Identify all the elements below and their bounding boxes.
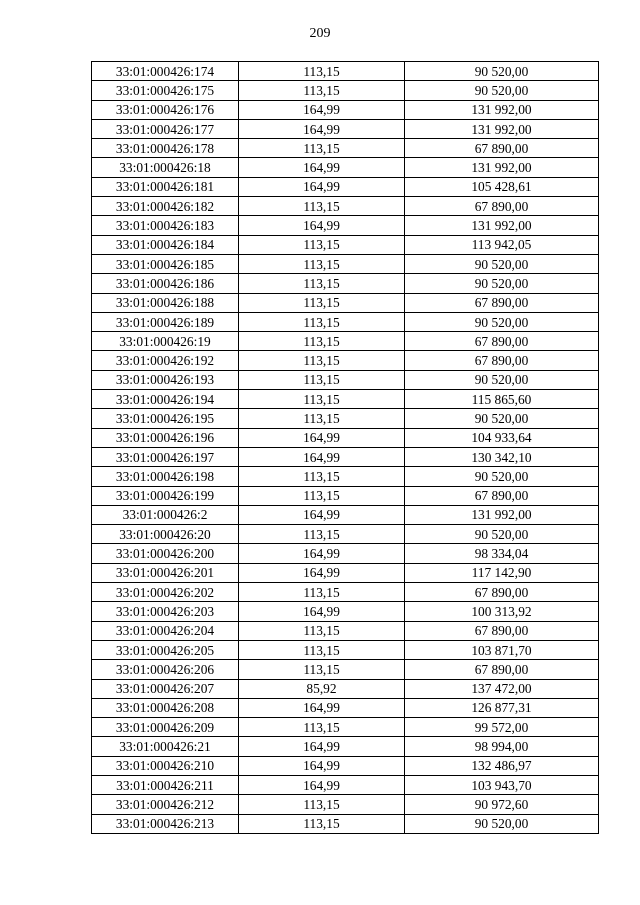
- cadastral-number-cell: 33:01:000426:197: [92, 447, 239, 466]
- area-cell: 113,15: [239, 197, 405, 216]
- table-row: [92, 177, 599, 196]
- value-cell: 130 342,10: [405, 447, 599, 466]
- cadastral-number-cell: 33:01:000426:174: [92, 62, 239, 81]
- cadastral-number-cell: 33:01:000426:194: [92, 390, 239, 409]
- value-cell: 104 933,64: [405, 428, 599, 447]
- cadastral-number-cell: 33:01:000426:181: [92, 177, 239, 196]
- value-cell: 132 486,97: [405, 756, 599, 775]
- table-row: [92, 679, 599, 698]
- table-row: [92, 351, 599, 370]
- table-row: [92, 563, 599, 582]
- value-cell: 113 942,05: [405, 235, 599, 254]
- table-row: [92, 583, 599, 602]
- area-cell: 113,15: [239, 621, 405, 640]
- value-cell: 90 520,00: [405, 254, 599, 273]
- table-row: [92, 370, 599, 389]
- table-row: [92, 814, 599, 833]
- cadastral-table: [91, 61, 599, 834]
- table-row: [92, 62, 599, 81]
- cadastral-number-cell: 33:01:000426:188: [92, 293, 239, 312]
- value-cell: 90 520,00: [405, 525, 599, 544]
- cadastral-number-cell: 33:01:000426:182: [92, 197, 239, 216]
- table-row: [92, 756, 599, 775]
- area-cell: 113,15: [239, 62, 405, 81]
- value-cell: 126 877,31: [405, 698, 599, 717]
- table-row: [92, 737, 599, 756]
- value-cell: 67 890,00: [405, 139, 599, 158]
- cadastral-number-cell: 33:01:000426:2: [92, 505, 239, 524]
- cadastral-number-cell: 33:01:000426:198: [92, 467, 239, 486]
- cadastral-number-cell: 33:01:000426:199: [92, 486, 239, 505]
- area-cell: 113,15: [239, 81, 405, 100]
- cadastral-number-cell: 33:01:000426:178: [92, 139, 239, 158]
- table-row: [92, 139, 599, 158]
- area-cell: 113,15: [239, 312, 405, 331]
- area-cell: 113,15: [239, 332, 405, 351]
- value-cell: 67 890,00: [405, 332, 599, 351]
- area-cell: 164,99: [239, 775, 405, 794]
- area-cell: 164,99: [239, 544, 405, 563]
- table-row: [92, 158, 599, 177]
- table-row: [92, 505, 599, 524]
- area-cell: 113,15: [239, 583, 405, 602]
- page-number: 209: [309, 26, 331, 41]
- table-row: [92, 254, 599, 273]
- table-row: [92, 216, 599, 235]
- value-cell: 67 890,00: [405, 621, 599, 640]
- table-row: [92, 293, 599, 312]
- area-cell: 164,99: [239, 505, 405, 524]
- value-cell: 131 992,00: [405, 119, 599, 138]
- area-cell: 113,15: [239, 390, 405, 409]
- table-row: [92, 544, 599, 563]
- value-cell: 131 992,00: [405, 216, 599, 235]
- area-cell: 164,99: [239, 216, 405, 235]
- cadastral-number-cell: 33:01:000426:196: [92, 428, 239, 447]
- area-cell: 113,15: [239, 274, 405, 293]
- area-cell: 164,99: [239, 602, 405, 621]
- cadastral-number-cell: 33:01:000426:192: [92, 351, 239, 370]
- area-cell: 164,99: [239, 158, 405, 177]
- cadastral-number-cell: 33:01:000426:205: [92, 640, 239, 659]
- cadastral-number-cell: 33:01:000426:212: [92, 795, 239, 814]
- table-row: [92, 525, 599, 544]
- value-cell: 67 890,00: [405, 351, 599, 370]
- value-cell: 90 520,00: [405, 274, 599, 293]
- cadastral-number-cell: 33:01:000426:204: [92, 621, 239, 640]
- value-cell: 98 994,00: [405, 737, 599, 756]
- area-cell: 113,15: [239, 254, 405, 273]
- value-cell: 90 520,00: [405, 370, 599, 389]
- value-cell: 90 520,00: [405, 814, 599, 833]
- area-cell: 164,99: [239, 100, 405, 119]
- table-row: [92, 428, 599, 447]
- table-row: [92, 119, 599, 138]
- value-cell: 131 992,00: [405, 158, 599, 177]
- table-row: [92, 795, 599, 814]
- value-cell: 90 520,00: [405, 62, 599, 81]
- area-cell: 113,15: [239, 660, 405, 679]
- cadastral-number-cell: 33:01:000426:213: [92, 814, 239, 833]
- area-cell: 113,15: [239, 293, 405, 312]
- value-cell: 117 142,90: [405, 563, 599, 582]
- area-cell: 113,15: [239, 370, 405, 389]
- value-cell: 90 520,00: [405, 81, 599, 100]
- table-row: [92, 718, 599, 737]
- table-row: [92, 409, 599, 428]
- cadastral-number-cell: 33:01:000426:202: [92, 583, 239, 602]
- cadastral-number-cell: 33:01:000426:200: [92, 544, 239, 563]
- cadastral-number-cell: 33:01:000426:185: [92, 254, 239, 273]
- value-cell: 67 890,00: [405, 583, 599, 602]
- value-cell: 67 890,00: [405, 293, 599, 312]
- cadastral-number-cell: 33:01:000426:184: [92, 235, 239, 254]
- area-cell: 113,15: [239, 718, 405, 737]
- table-row: [92, 312, 599, 331]
- table-row: [92, 81, 599, 100]
- value-cell: 115 865,60: [405, 390, 599, 409]
- area-cell: 113,15: [239, 351, 405, 370]
- table-row: [92, 640, 599, 659]
- area-cell: 113,15: [239, 640, 405, 659]
- cadastral-number-cell: 33:01:000426:18: [92, 158, 239, 177]
- table-body: [92, 62, 599, 834]
- value-cell: 131 992,00: [405, 505, 599, 524]
- cadastral-number-cell: 33:01:000426:209: [92, 718, 239, 737]
- table-row: [92, 775, 599, 794]
- cadastral-number-cell: 33:01:000426:176: [92, 100, 239, 119]
- value-cell: 100 313,92: [405, 602, 599, 621]
- value-cell: 90 520,00: [405, 409, 599, 428]
- table-row: [92, 621, 599, 640]
- cadastral-number-cell: 33:01:000426:21: [92, 737, 239, 756]
- area-cell: 113,15: [239, 235, 405, 254]
- area-cell: 164,99: [239, 177, 405, 196]
- area-cell: 85,92: [239, 679, 405, 698]
- area-cell: 113,15: [239, 467, 405, 486]
- area-cell: 164,99: [239, 756, 405, 775]
- value-cell: 131 992,00: [405, 100, 599, 119]
- area-cell: 113,15: [239, 409, 405, 428]
- cadastral-number-cell: 33:01:000426:203: [92, 602, 239, 621]
- area-cell: 164,99: [239, 119, 405, 138]
- area-cell: 164,99: [239, 698, 405, 717]
- table-row: [92, 602, 599, 621]
- area-cell: 164,99: [239, 737, 405, 756]
- table-row: [92, 467, 599, 486]
- area-cell: 164,99: [239, 428, 405, 447]
- value-cell: 67 890,00: [405, 660, 599, 679]
- cadastral-number-cell: 33:01:000426:19: [92, 332, 239, 351]
- table-row: [92, 235, 599, 254]
- table-row: [92, 332, 599, 351]
- cadastral-number-cell: 33:01:000426:193: [92, 370, 239, 389]
- value-cell: 105 428,61: [405, 177, 599, 196]
- table-row: [92, 698, 599, 717]
- area-cell: 113,15: [239, 525, 405, 544]
- cadastral-number-cell: 33:01:000426:189: [92, 312, 239, 331]
- value-cell: 90 520,00: [405, 467, 599, 486]
- table-row: [92, 660, 599, 679]
- area-cell: 164,99: [239, 563, 405, 582]
- value-cell: 90 520,00: [405, 312, 599, 331]
- value-cell: 67 890,00: [405, 486, 599, 505]
- cadastral-number-cell: 33:01:000426:207: [92, 679, 239, 698]
- area-cell: 164,99: [239, 447, 405, 466]
- cadastral-number-cell: 33:01:000426:186: [92, 274, 239, 293]
- value-cell: 67 890,00: [405, 197, 599, 216]
- cadastral-number-cell: 33:01:000426:183: [92, 216, 239, 235]
- value-cell: 103 943,70: [405, 775, 599, 794]
- table-row: [92, 100, 599, 119]
- cadastral-number-cell: 33:01:000426:201: [92, 563, 239, 582]
- cadastral-number-cell: 33:01:000426:210: [92, 756, 239, 775]
- table-row: [92, 274, 599, 293]
- cadastral-number-cell: 33:01:000426:206: [92, 660, 239, 679]
- cadastral-number-cell: 33:01:000426:211: [92, 775, 239, 794]
- table-row: [92, 197, 599, 216]
- cadastral-number-cell: 33:01:000426:20: [92, 525, 239, 544]
- area-cell: 113,15: [239, 814, 405, 833]
- value-cell: 99 572,00: [405, 718, 599, 737]
- value-cell: 103 871,70: [405, 640, 599, 659]
- value-cell: 137 472,00: [405, 679, 599, 698]
- cadastral-number-cell: 33:01:000426:195: [92, 409, 239, 428]
- table-row: [92, 486, 599, 505]
- cadastral-number-cell: 33:01:000426:175: [92, 81, 239, 100]
- value-cell: 98 334,04: [405, 544, 599, 563]
- area-cell: 113,15: [239, 486, 405, 505]
- table-row: [92, 390, 599, 409]
- area-cell: 113,15: [239, 795, 405, 814]
- table-row: [92, 447, 599, 466]
- area-cell: 113,15: [239, 139, 405, 158]
- cadastral-number-cell: 33:01:000426:177: [92, 119, 239, 138]
- cadastral-number-cell: 33:01:000426:208: [92, 698, 239, 717]
- value-cell: 90 972,60: [405, 795, 599, 814]
